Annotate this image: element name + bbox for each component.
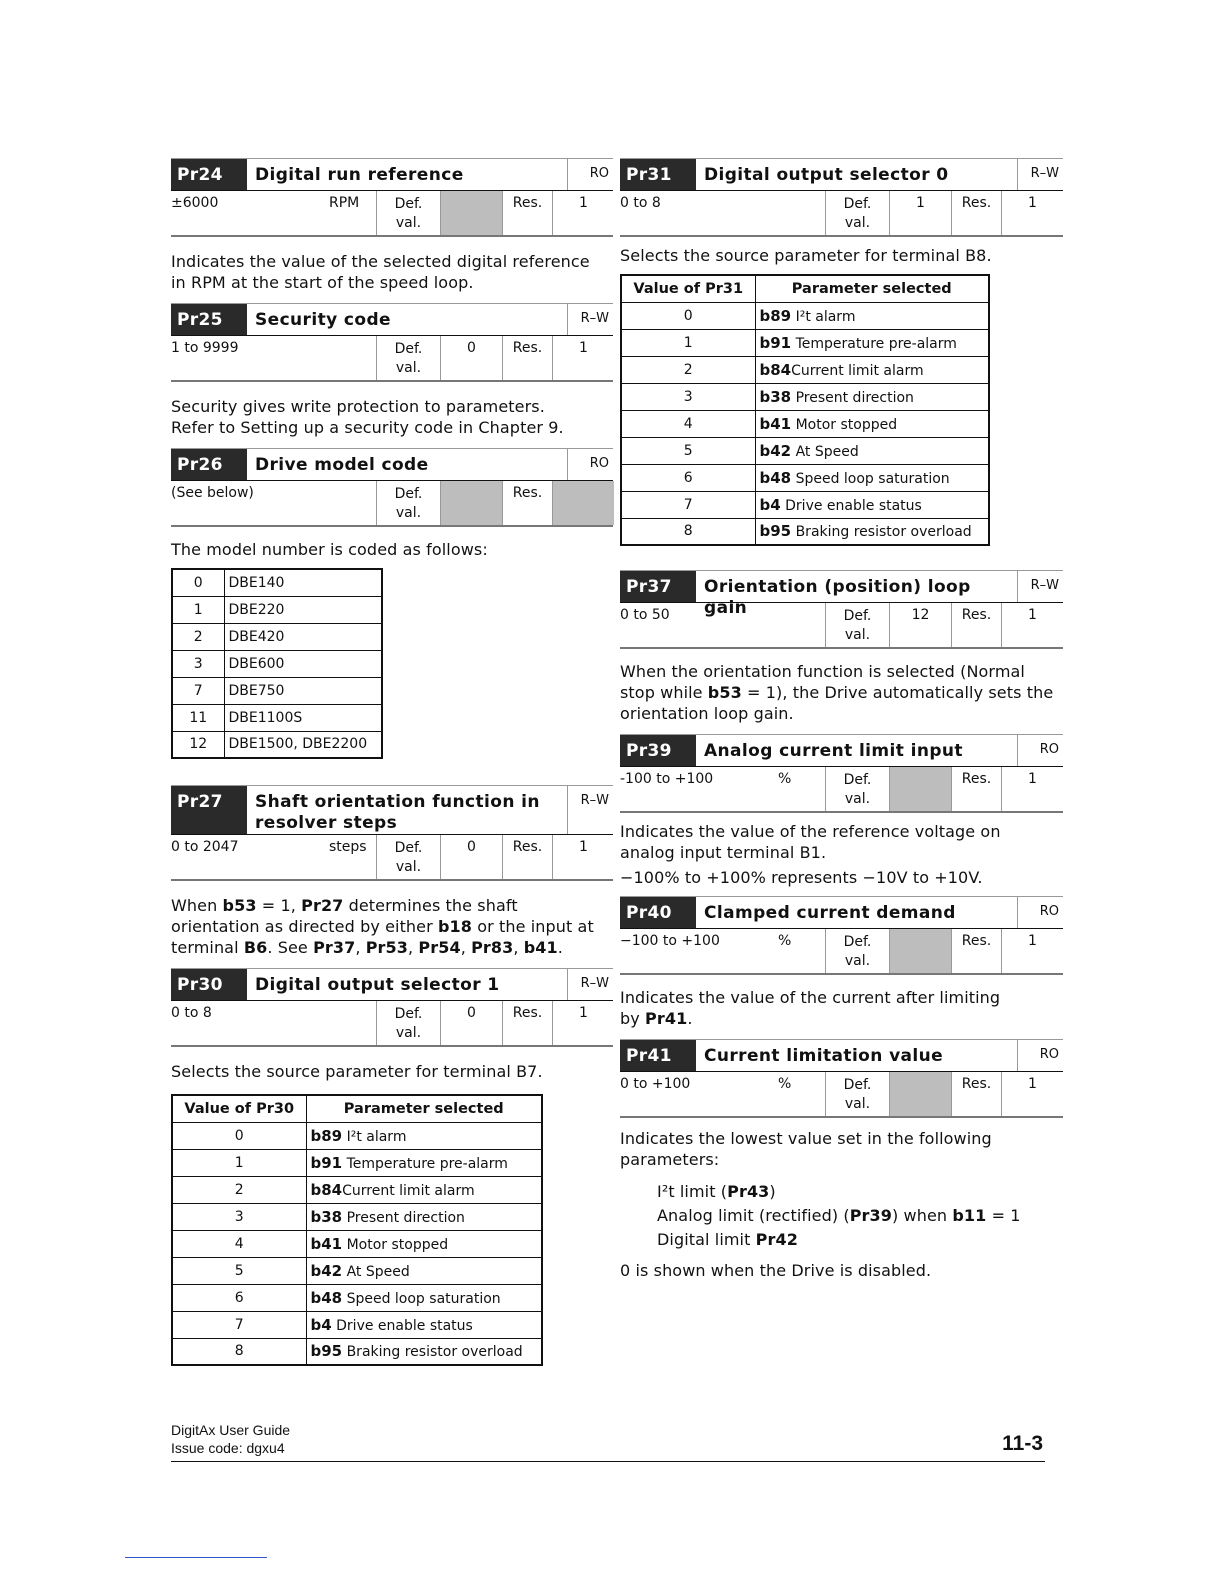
param-access: RO [1017,735,1063,766]
resolution-value: 1 [552,336,614,380]
resolution-label: Res. [502,835,552,879]
model-name: DBE420 [224,623,382,650]
table-row [172,1176,542,1203]
selector-parameter [755,410,989,437]
selector-parameter [755,464,989,491]
pr31-block [620,158,1063,237]
limit-item: Digital limit Pr42 [657,1230,798,1249]
limit-item: I²t limit (Pr43) [657,1182,776,1201]
selector-value: 5 [172,1257,306,1284]
param-unit: RPM [329,195,360,211]
pr27-description: When b53 = 1, Pr27 determines the shaft orientation as directed by either b18 or the input at terminal B6. See Pr37, Pr53, Pr54, Pr83, b41. [171,896,594,957]
default-label: Def. val. [376,481,440,525]
param-unit: % [778,771,792,787]
pr39-values [620,767,1063,813]
param-access: RO [1017,1040,1063,1071]
param-number: Pr41 [620,1040,696,1071]
param-unit: steps [329,839,367,855]
default-label: Def. val. [825,929,889,973]
pr41-block [620,1039,1063,1118]
param-title: Digital run reference [255,165,464,185]
param-title: Clamped current demand [704,903,956,923]
bit-id: b95 [310,1342,343,1361]
pr31-selector-table [620,274,990,546]
selector-parameter [306,1311,542,1338]
param-number: Pr25 [171,304,247,335]
pr27-values [171,835,613,881]
param-access: R–W [567,786,613,834]
param-title: Security code [255,310,391,330]
table-row [172,1311,542,1338]
selector-parameter [306,1176,542,1203]
model-code-table [171,568,383,759]
model-name: DBE140 [224,569,382,596]
pr41-header [620,1039,1063,1072]
resolution-value: 1 [552,1001,614,1045]
selector-parameter [306,1122,542,1149]
param-number: Pr30 [171,969,247,1000]
bit-description: Present direction [795,389,914,406]
param-title: Shaft orientation function in resolver steps [255,792,540,833]
bit-description: Motor stopped [795,416,898,433]
pr25-description: Security gives write protection to parameters. Refer to Setting up a security code in Chapter 9. [171,397,564,437]
selector-value: 5 [621,437,755,464]
table-row [172,677,382,704]
column-header: Value of Pr30 [172,1095,306,1122]
table-row [172,1284,542,1311]
table-row [172,1257,542,1284]
param-range: ±6000 [171,195,219,211]
default-label: Def. val. [825,603,889,647]
param-access: RO [1017,897,1063,928]
param-access: RO [567,159,613,190]
right-column [620,158,1063,1281]
default-value: 0 [440,1001,502,1045]
param-title: Orientation (position) loop gain [704,577,971,618]
resolution-value: 1 [1001,191,1063,235]
default-label: Def. val. [825,1072,889,1116]
selector-value: 6 [172,1284,306,1311]
table-row [621,437,989,464]
bit-id: b42 [310,1261,343,1280]
pr25-values [171,336,613,382]
param-title: Drive model code [255,455,429,475]
bit-id: b41 [310,1234,343,1253]
resolution-value: 1 [552,191,614,235]
default-label: Def. val. [376,1001,440,1045]
bit-description: Temperature pre-alarm [795,335,957,352]
bit-id: b89 [759,306,792,325]
guide-title: DigitAx User Guide [171,1422,291,1438]
bit-description: At Speed [795,443,859,460]
bit-description: I²t alarm [795,308,856,325]
resolution-value: 1 [552,835,614,879]
selector-parameter [306,1230,542,1257]
resolution-label: Res. [951,767,1001,811]
default-value: 0 [440,336,502,380]
param-range: 0 to 8 [171,1005,212,1021]
table-row [172,704,382,731]
param-access: R–W [567,969,613,1000]
param-title: Current limitation value [704,1046,944,1066]
footer-left [171,1421,290,1457]
table-row [621,491,989,518]
pr30-block [171,968,613,1047]
bit-description: Braking resistor overload [795,524,972,541]
default-label: Def. val. [376,336,440,380]
bit-description: I²t alarm [346,1128,407,1145]
resolution-label: Res. [502,336,552,380]
model-code: 2 [172,623,224,650]
column-header: Parameter selected [306,1095,542,1122]
default-label: Def. val. [376,191,440,235]
bit-description: At Speed [346,1263,410,1280]
table-row [172,1338,542,1365]
bit-id: b4 [310,1315,332,1334]
selector-value: 7 [172,1311,306,1338]
default-value [440,191,502,235]
bit-id: b48 [310,1288,343,1307]
selector-value: 8 [621,518,755,545]
bit-description: Drive enable status [785,497,922,514]
model-name: DBE600 [224,650,382,677]
bottom-link-line [125,1557,267,1558]
pr24-values [171,191,613,237]
selector-parameter [306,1338,542,1365]
selector-value: 0 [621,302,755,329]
pr40-header [620,896,1063,929]
param-title: Digital output selector 1 [255,975,500,995]
table-row [172,1122,542,1149]
table-row [621,383,989,410]
bit-description: Motor stopped [346,1236,449,1253]
bit-description: Braking resistor overload [346,1344,523,1361]
selector-value: 2 [172,1176,306,1203]
left-column [171,158,613,1366]
bit-id: b4 [759,495,781,514]
table-row [172,569,382,596]
model-code: 0 [172,569,224,596]
table-row [172,623,382,650]
resolution-label: Res. [951,929,1001,973]
pr26-block [171,448,613,527]
table-row [172,596,382,623]
param-range: 0 to 2047 [171,839,239,855]
param-number: Pr39 [620,735,696,766]
pr40-values [620,929,1063,975]
resolution-label: Res. [951,191,1001,235]
resolution-label: Res. [502,481,552,525]
pr26-description: The model number is coded as follows: [171,540,488,559]
selector-value: 0 [172,1122,306,1149]
selector-value: 2 [621,356,755,383]
selector-value: 7 [621,491,755,518]
pr37-block [620,570,1063,649]
param-unit: % [778,933,792,949]
param-number: Pr37 [620,571,696,602]
resolution-label: Res. [502,1001,552,1045]
model-name: DBE1100S [224,704,382,731]
default-label: Def. val. [825,767,889,811]
page-number: 11-3 [1002,1432,1043,1455]
pr37-description: When the orientation function is selected (Normal stop while b53 = 1), the Drive automatically sets the orientation loop gain. [620,662,1054,723]
pr30-header [171,968,613,1001]
default-value [889,1072,951,1116]
param-number: Pr24 [171,159,247,190]
selector-value: 4 [621,410,755,437]
selector-value: 3 [621,383,755,410]
param-range: −100 to +100 [620,933,720,949]
resolution-label: Res. [951,1072,1001,1116]
param-number: Pr31 [620,159,696,190]
table-row [621,302,989,329]
pr41-values [620,1072,1063,1118]
limit-item: Analog limit (rectified) (Pr39) when b11 = 1 [657,1206,1021,1225]
pr31-description: Selects the source parameter for terminal B8. [620,246,992,265]
resolution-value: 1 [1001,767,1063,811]
model-name: DBE220 [224,596,382,623]
pr31-header [620,158,1063,191]
param-access: RO [567,449,613,480]
selector-parameter [755,437,989,464]
bit-id: b48 [759,468,792,487]
param-number: Pr27 [171,786,247,834]
table-row [172,650,382,677]
table-row [621,518,989,545]
page-footer [171,1421,1045,1462]
table-row [172,1149,542,1176]
pr25-block [171,303,613,382]
bit-id: b89 [310,1126,343,1145]
bit-id: b41 [759,414,792,433]
param-access: R–W [567,304,613,335]
model-code: 7 [172,677,224,704]
model-name: DBE1500, DBE2200 [224,731,382,758]
bit-description: Temperature pre-alarm [346,1155,508,1172]
selector-value: 1 [621,329,755,356]
resolution-label: Res. [502,191,552,235]
param-access: R–W [1017,159,1063,190]
pr30-description: Selects the source parameter for terminal B7. [171,1062,543,1081]
bit-description: Speed loop saturation [795,470,950,487]
selector-parameter [755,356,989,383]
default-value [889,767,951,811]
default-value [440,481,502,525]
pr27-block [171,785,613,881]
selector-parameter [755,383,989,410]
pr39-description: Indicates the value of the reference voltage on analog input terminal B1. −100% to +100% represents −10V to +10V. [620,822,1001,887]
default-value: 0 [440,835,502,879]
selector-parameter [306,1203,542,1230]
pr24-block [171,158,613,237]
param-title: Analog current limit input [704,741,963,761]
pr26-values [171,481,613,527]
selector-value: 3 [172,1203,306,1230]
model-code: 1 [172,596,224,623]
model-name: DBE750 [224,677,382,704]
selector-value: 8 [172,1338,306,1365]
default-value [889,929,951,973]
table-row [621,464,989,491]
pr24-description: Indicates the value of the selected digital reference in RPM at the start of the speed loop. [171,252,590,292]
limit-list [620,1180,1063,1252]
selector-parameter [755,329,989,356]
table-row [172,1203,542,1230]
param-unit: % [778,1076,792,1092]
bit-description: Speed loop saturation [346,1290,501,1307]
param-number: Pr26 [171,449,247,480]
bit-id: b84 [310,1180,343,1199]
param-number: Pr40 [620,897,696,928]
model-code: 3 [172,650,224,677]
param-range: (See below) [171,485,254,501]
resolution-value: 1 [1001,929,1063,973]
bit-id: b38 [310,1207,343,1226]
resolution-label: Res. [951,603,1001,647]
bit-id: b38 [759,387,792,406]
param-range: 0 to +100 [620,1076,691,1092]
pr24-header [171,158,613,191]
pr30-selector-table [171,1094,543,1366]
selector-parameter [755,302,989,329]
selector-parameter [755,491,989,518]
pr41-description: Indicates the lowest value set in the following parameters: I²t limit (Pr43) Analog limit (rectified) (Pr39) when b11 = 1 Digital limit Pr42 0 is shown when the Drive is disabled. [620,1128,1063,1281]
bit-id: b84 [759,360,792,379]
pr30-values [171,1001,613,1047]
default-value: 12 [889,603,951,647]
pr39-block [620,734,1063,813]
bit-id: b95 [759,522,792,541]
selector-parameter [306,1257,542,1284]
default-label: Def. val. [376,835,440,879]
bit-description: Current limit alarm [342,1182,475,1199]
issue-code: Issue code: dgxu4 [171,1440,285,1456]
selector-parameter [306,1284,542,1311]
param-range: 1 to 9999 [171,340,239,356]
selector-value: 1 [172,1149,306,1176]
pr39-header [620,734,1063,767]
pr37-values [620,603,1063,649]
table-row [172,1230,542,1257]
bit-id: b91 [759,333,792,352]
param-access: R–W [1017,571,1063,602]
table-row [172,731,382,758]
selector-parameter [306,1149,542,1176]
resolution-value: 1 [1001,1072,1063,1116]
param-range: -100 to +100 [620,771,714,787]
selector-value: 6 [621,464,755,491]
default-label: Def. val. [825,191,889,235]
table-row [621,329,989,356]
default-value: 1 [889,191,951,235]
bit-id: b42 [759,441,792,460]
param-range: 0 to 50 [620,607,670,623]
bit-description: Current limit alarm [791,362,924,379]
resolution-value [552,481,614,525]
pr26-header [171,448,613,481]
column-header: Value of Pr31 [621,275,755,302]
pr40-description: Indicates the value of the current after limiting by Pr41. [620,988,1001,1028]
param-range: 0 to 8 [620,195,661,211]
pr25-header [171,303,613,336]
pr40-block [620,896,1063,975]
resolution-value: 1 [1001,603,1063,647]
bit-description: Present direction [346,1209,465,1226]
pr31-values [620,191,1063,237]
column-header: Parameter selected [755,275,989,302]
table-row [621,356,989,383]
bit-id: b91 [310,1153,343,1172]
selector-value: 4 [172,1230,306,1257]
param-title: Digital output selector 0 [704,165,949,185]
selector-parameter [755,518,989,545]
model-code: 12 [172,731,224,758]
model-code: 11 [172,704,224,731]
table-row [621,410,989,437]
bit-description: Drive enable status [336,1317,473,1334]
pr27-header [171,785,613,835]
